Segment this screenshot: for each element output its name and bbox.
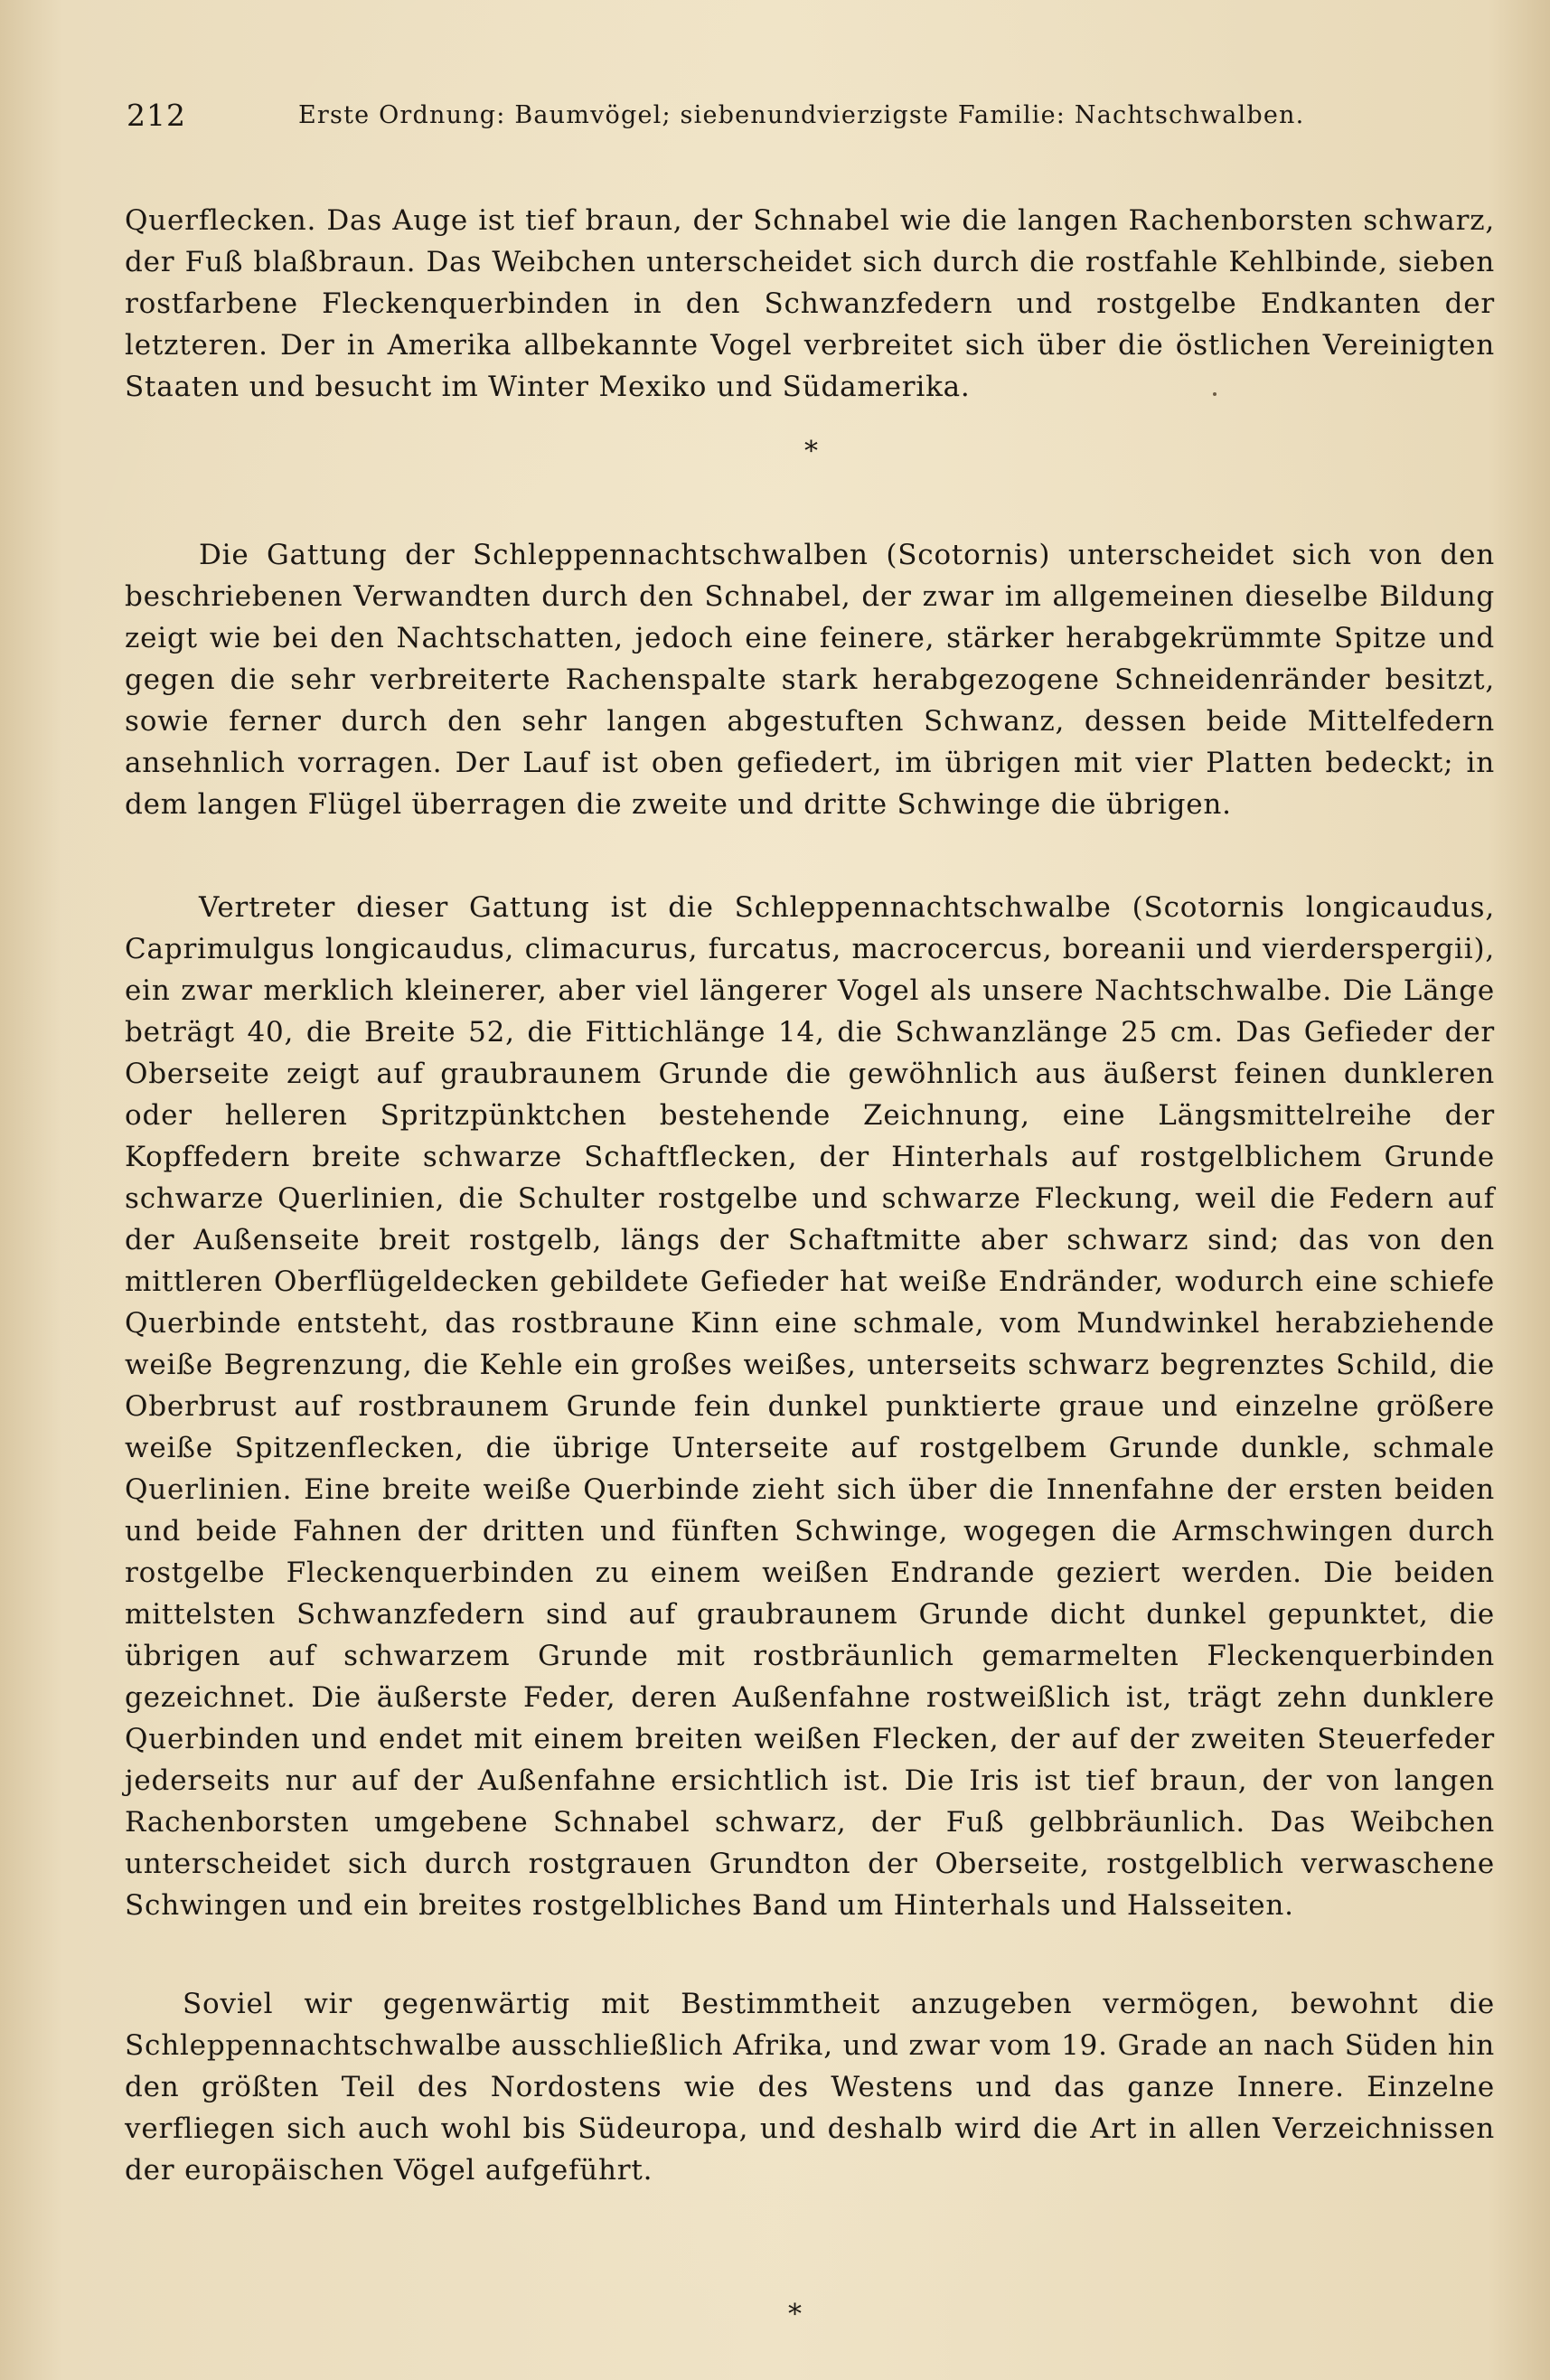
- section-separator-bottom: *: [788, 2299, 802, 2330]
- ink-speck: [1213, 392, 1217, 396]
- paragraph-continuation: Querflecken. Das Auge ist tief braun, der Schnabel wie die langen Rachenborsten schwarz, der Fuß blaßbraun. Das Weibchen unterscheidet sich durch die rostfahle Kehlbinde, sieben rostfarbene Fleckenquerbinden in den Schwanzfedern und rostgelbe Endkanten der letzteren. Der in Amerika allbekannte Vogel verbreitet sich über die östlichen Vereinigten Staaten und besucht im Winter Mexiko und Südamerika.: [125, 204, 1495, 403]
- paragraph-distribution: Soviel wir gegenwärtig mit Bestimmtheit anzugeben vermögen, bewohnt die Schleppennachtschwalbe ausschließlich Afrika, und zwar vom 19. Grade an nach Süden hin den größten Teil des Nordostens wie des Westens und das ganze Innere. Einzelne verfliegen sich auch wohl bis Südeuropa, und deshalb wird die Art in allen Verzeichnissen der europäischen Vögel aufgeführt.: [125, 1988, 1495, 2187]
- section-separator: *: [804, 436, 818, 467]
- paragraph-genus-description: Die Gattung der Schleppennachtschwalben (Scotornis) unterscheidet sich von den beschriebenen Verwandten durch den Schnabel, der zwar im allgemeinen dieselbe Bildung zeigt wie bei den Nachtschatten, jedoch eine feinere, stärker herabgekrümmte Spitze und gegen die sehr verbreiterte Rachenspalte stark herabgezogene Schneidenränder besitzt, sowie ferner durch den sehr langen abgestuften Schwanz, dessen beide Mittelfedern ansehnlich vorragen. Der Lauf ist oben gefiedert, im übrigen mit vier Platten bedeckt; in dem langen Flügel überragen die zweite und dritte Schwinge die übrigen.: [125, 539, 1495, 821]
- page-number: 212: [127, 98, 186, 133]
- page-header: [127, 94, 1482, 139]
- running-title: Erste Ordnung: Baumvögel; siebenundvierzigste Familie: Nachtschwalben.: [298, 101, 1305, 129]
- paragraph-species-description: Vertreter dieser Gattung ist die Schleppennachtschwalbe (Scotornis longicaudus, Caprimulgus longicaudus, climacurus, furcatus, macrocercus, boreanii und vierderspergii), ein zwar merklich kleinerer, aber viel längerer Vogel als unsere Nachtschwalbe. Die Länge beträgt 40, die Breite 52, die Fittichlänge 14, die Schwanzlänge 25 cm. Das Gefieder der Oberseite zeigt auf graubraunem Grunde die gewöhnlich aus äußerst feinen dunkleren oder helleren Spritzpünktchen bestehende Zeichnung, eine Längsmittelreihe der Kopffedern breite schwarze Schaftflecken, der Hinterhals auf rostgelblichem Grunde schwarze Querlinien, die Schulter rostgelbe und schwarze Fleckung, weil die Federn auf der Außenseite breit rostgelb, längs der Schaftmitte aber schwarz sind; das von den mittleren Oberflügeldecken gebildete Gefieder hat weiße Endränder, wodurch eine schiefe Querbinde entsteht, das rostbraune Kinn eine schmale, vom Mundwinkel herabziehende weiße Begrenzung, die Kehle ein großes weißes, unterseits schwarz begrenztes Schild, die Oberbrust auf rostbraunem Grunde fein dunkel punktierte graue und einzelne größere weiße Spitzenflecken, die übrige Unterseite auf rostgelbem Grunde dunkle, schmale Querlinien. Eine breite weiße Querbinde zieht sich über die Innenfahne der ersten beiden und beide Fahnen der dritten und fünften Schwinge, wogegen die Armschwingen durch rostgelbe Fleckenquerbinden zu einem weißen Endrande geziert werden. Die beiden mittelsten Schwanzfedern sind auf graubraunem Grunde dicht dunkel gepunktet, die übrigen auf schwarzem Grunde mit rostbräunlich gemarmelten Fleckenquerbinden gezeichnet. Die äußerste Feder, deren Außenfahne rostweißlich ist, trägt zehn dunklere Querbinden und endet mit einem breiten weißen Flecken, der auf der zweiten Steuerfeder jederseits nur auf der Außenfahne ersichtlich ist. Die Iris ist tief braun, der von langen Rachenborsten umgebene Schnabel schwarz, der Fuß gelbbräunlich. Das Weibchen unterscheidet sich durch rostgrauen Grundton der Oberseite, rostgelblich verwaschene Schwingen und ein breites rostgelbliches Band um Hinterhals und Halsseiten.: [125, 891, 1495, 1922]
